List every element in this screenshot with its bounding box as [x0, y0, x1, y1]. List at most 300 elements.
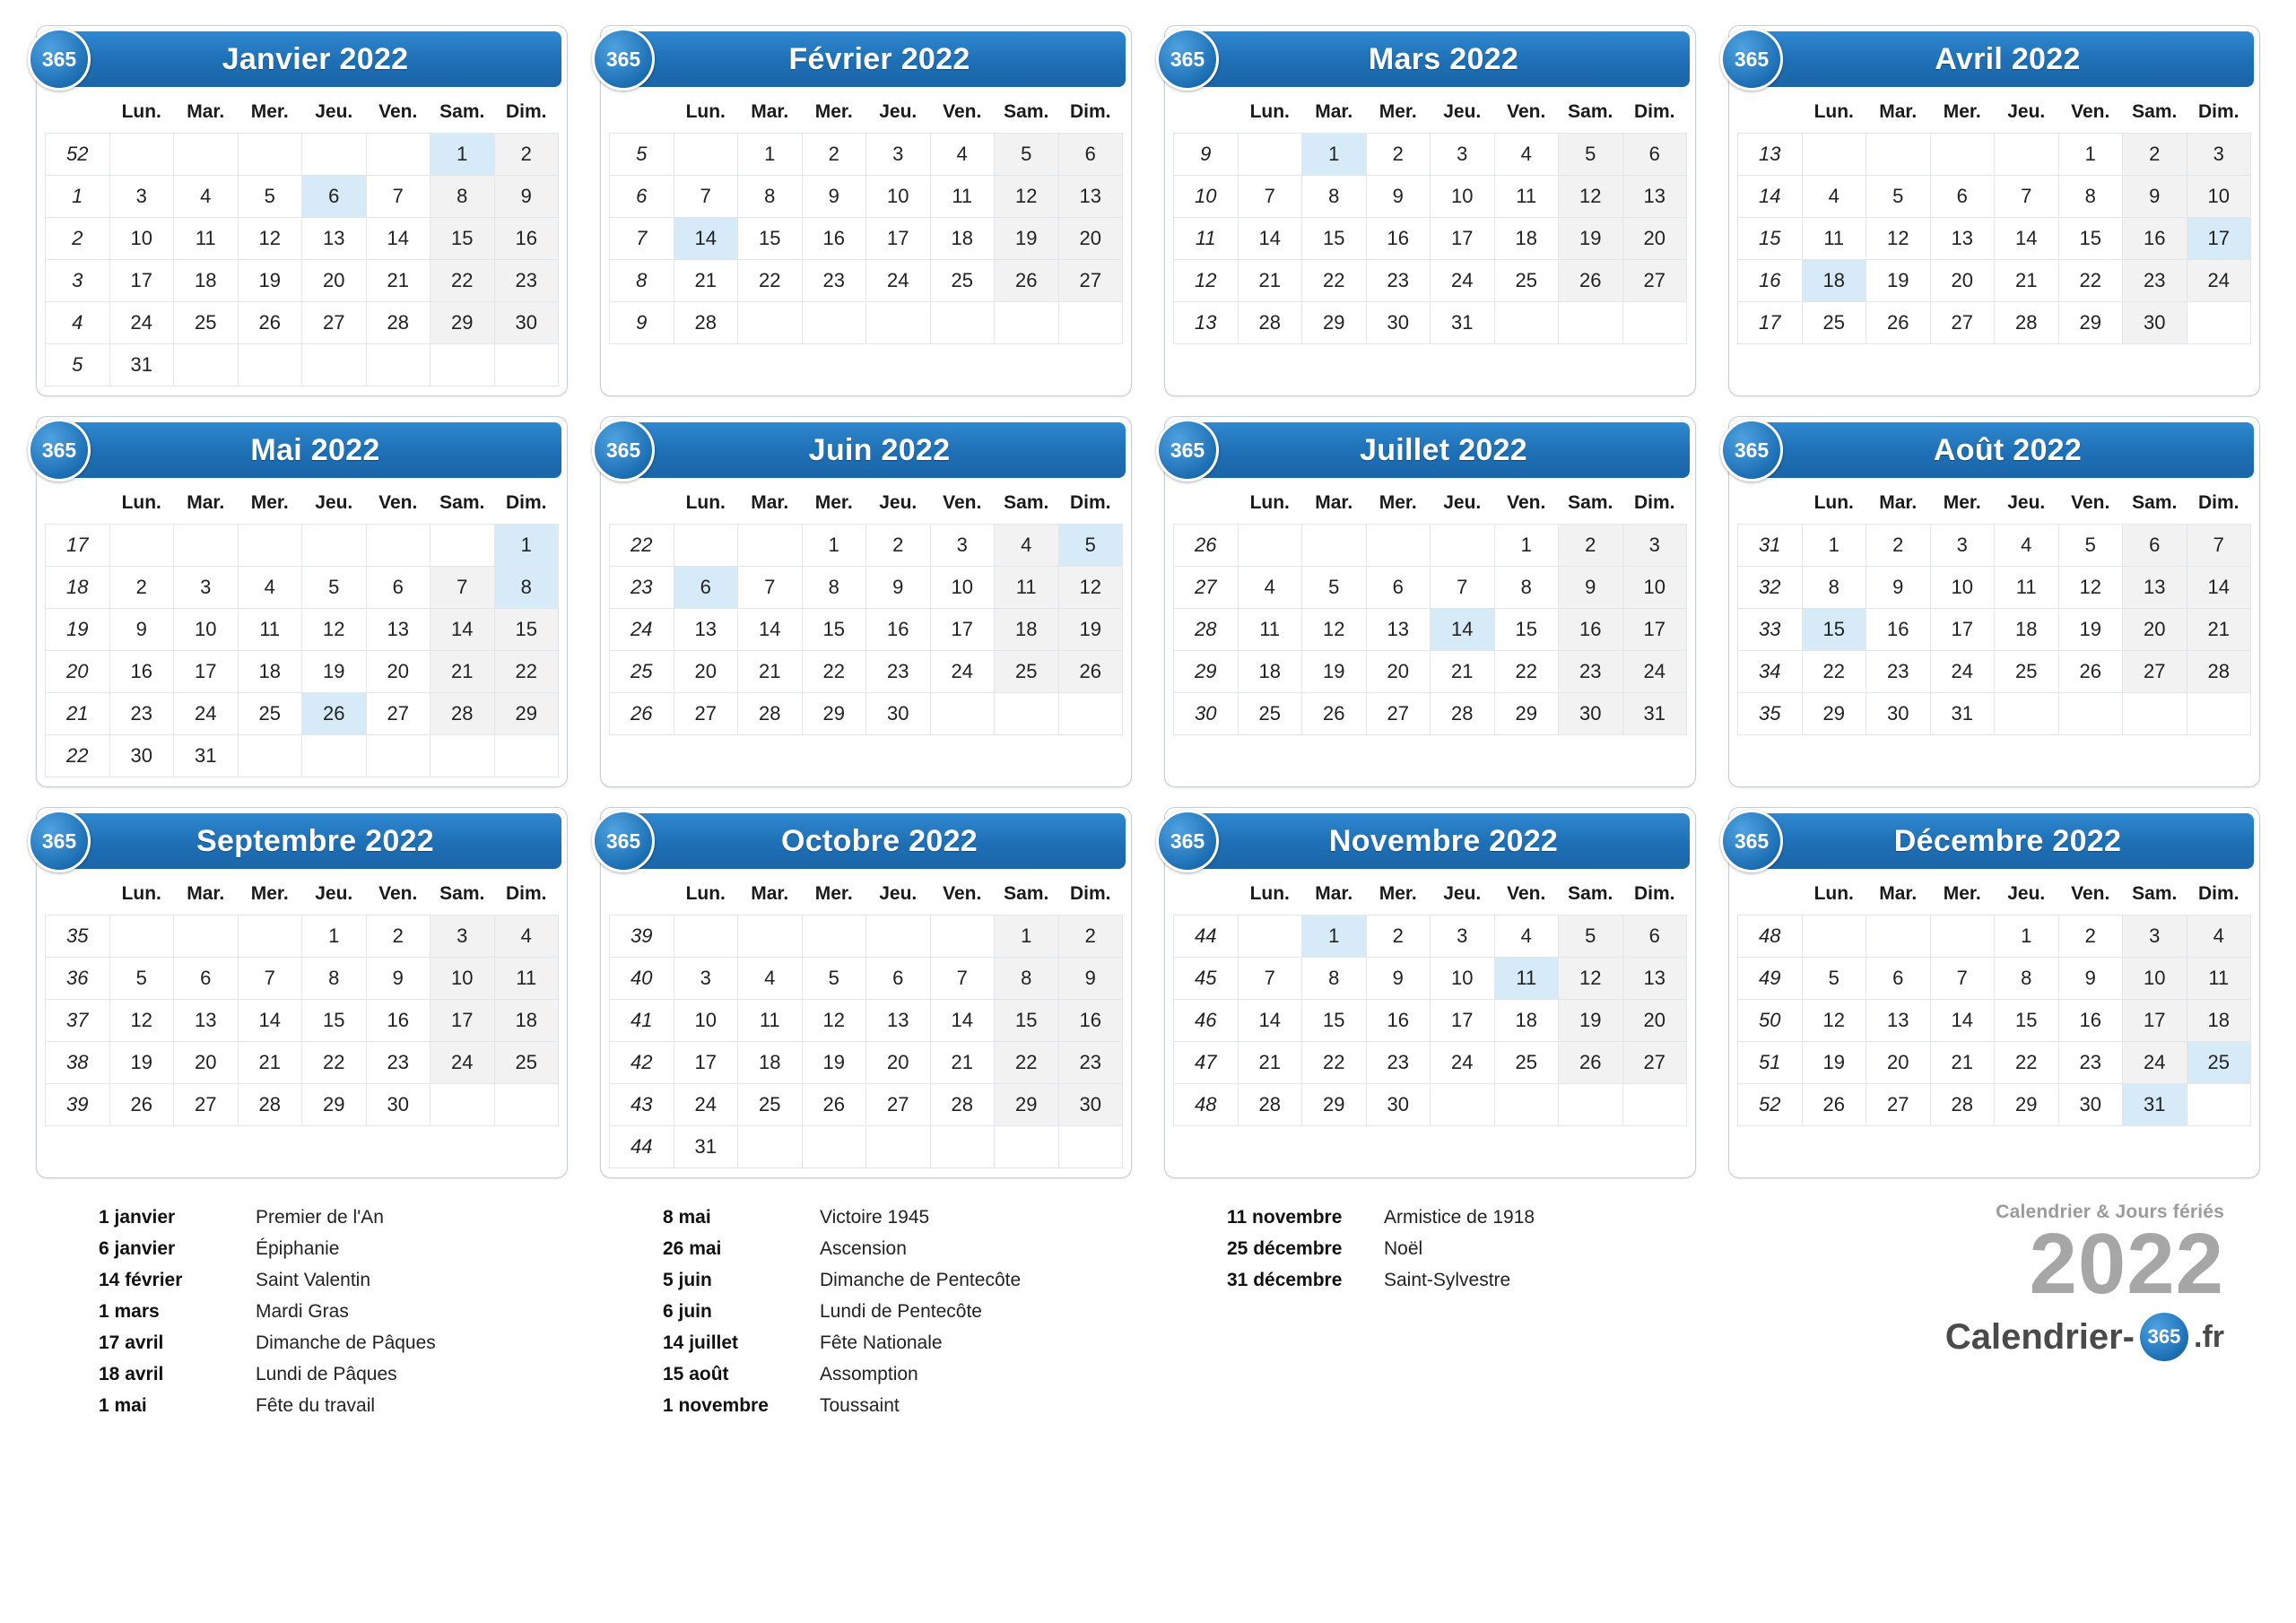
day-cell[interactable]: 29: [1995, 1084, 2059, 1126]
day-cell[interactable]: 24: [2187, 260, 2251, 302]
day-cell[interactable]: 18: [238, 651, 302, 693]
day-cell[interactable]: 7: [2187, 525, 2251, 567]
day-cell[interactable]: 13: [674, 609, 738, 651]
day-cell[interactable]: 26: [995, 260, 1059, 302]
day-cell[interactable]: 22: [1302, 1042, 1367, 1084]
day-cell[interactable]: 19: [1302, 651, 1367, 693]
day-cell[interactable]: 15: [1302, 218, 1367, 260]
day-cell[interactable]: 23: [1058, 1042, 1123, 1084]
day-cell[interactable]: 28: [1995, 302, 2059, 344]
day-cell[interactable]: 8: [494, 567, 559, 609]
day-cell[interactable]: 11: [738, 1000, 803, 1042]
day-cell[interactable]: 6: [174, 958, 239, 1000]
day-cell[interactable]: 19: [302, 651, 367, 693]
day-cell[interactable]: 10: [674, 1000, 738, 1042]
day-cell[interactable]: 23: [1559, 651, 1623, 693]
day-cell[interactable]: 19: [1866, 260, 1931, 302]
day-cell[interactable]: 9: [1866, 567, 1931, 609]
day-cell[interactable]: 27: [302, 302, 367, 344]
day-cell[interactable]: 5: [802, 958, 866, 1000]
day-cell[interactable]: 2: [802, 134, 866, 176]
day-cell[interactable]: 10: [2187, 176, 2251, 218]
day-cell[interactable]: 9: [1559, 567, 1623, 609]
day-cell[interactable]: 2: [1559, 525, 1623, 567]
day-cell[interactable]: 12: [1802, 1000, 1866, 1042]
day-cell[interactable]: 24: [866, 260, 931, 302]
day-cell[interactable]: 7: [1431, 567, 1495, 609]
day-cell[interactable]: 2: [1058, 916, 1123, 958]
day-cell[interactable]: 13: [866, 1000, 931, 1042]
day-cell[interactable]: 23: [366, 1042, 430, 1084]
day-cell[interactable]: 23: [1866, 651, 1931, 693]
day-cell[interactable]: 21: [430, 651, 495, 693]
day-cell[interactable]: 26: [109, 1084, 174, 1126]
day-cell[interactable]: 14: [1238, 1000, 1302, 1042]
day-cell[interactable]: 25: [995, 651, 1059, 693]
day-cell[interactable]: 24: [930, 651, 995, 693]
day-cell[interactable]: 1: [1995, 916, 2059, 958]
day-cell[interactable]: 16: [494, 218, 559, 260]
day-cell[interactable]: 14: [238, 1000, 302, 1042]
day-cell[interactable]: 13: [174, 1000, 239, 1042]
day-cell[interactable]: 9: [2123, 176, 2187, 218]
day-cell[interactable]: 10: [174, 609, 239, 651]
day-cell[interactable]: 5: [1866, 176, 1931, 218]
day-cell[interactable]: 28: [674, 302, 738, 344]
day-cell[interactable]: 1: [302, 916, 367, 958]
day-cell[interactable]: 14: [1930, 1000, 1995, 1042]
day-cell[interactable]: 4: [1995, 525, 2059, 567]
day-cell[interactable]: 5: [995, 134, 1059, 176]
day-cell[interactable]: 21: [366, 260, 430, 302]
day-cell[interactable]: 12: [1559, 176, 1623, 218]
day-cell[interactable]: 7: [238, 958, 302, 1000]
day-cell[interactable]: 29: [1494, 693, 1559, 735]
day-cell[interactable]: 10: [2123, 958, 2187, 1000]
day-cell[interactable]: 23: [1366, 260, 1431, 302]
day-cell[interactable]: 12: [995, 176, 1059, 218]
day-cell[interactable]: 25: [930, 260, 995, 302]
day-cell[interactable]: 14: [1431, 609, 1495, 651]
day-cell[interactable]: 6: [1366, 567, 1431, 609]
day-cell[interactable]: 28: [1238, 1084, 1302, 1126]
day-cell[interactable]: 19: [995, 218, 1059, 260]
day-cell[interactable]: 8: [738, 176, 803, 218]
day-cell[interactable]: 2: [866, 525, 931, 567]
day-cell[interactable]: 16: [1366, 1000, 1431, 1042]
day-cell[interactable]: 29: [1802, 693, 1866, 735]
day-cell[interactable]: 17: [2187, 218, 2251, 260]
day-cell[interactable]: 20: [1366, 651, 1431, 693]
day-cell[interactable]: 14: [674, 218, 738, 260]
day-cell[interactable]: 29: [2058, 302, 2123, 344]
day-cell[interactable]: 22: [302, 1042, 367, 1084]
day-cell[interactable]: 22: [1302, 260, 1367, 302]
day-cell[interactable]: 18: [494, 1000, 559, 1042]
day-cell[interactable]: 27: [1058, 260, 1123, 302]
day-cell[interactable]: 3: [1622, 525, 1687, 567]
day-cell[interactable]: 31: [674, 1126, 738, 1168]
day-cell[interactable]: 7: [1238, 958, 1302, 1000]
day-cell[interactable]: 15: [430, 218, 495, 260]
day-cell[interactable]: 20: [174, 1042, 239, 1084]
day-cell[interactable]: 4: [174, 176, 239, 218]
day-cell[interactable]: 25: [2187, 1042, 2251, 1084]
day-cell[interactable]: 9: [1366, 958, 1431, 1000]
day-cell[interactable]: 30: [2058, 1084, 2123, 1126]
day-cell[interactable]: 13: [366, 609, 430, 651]
day-cell[interactable]: 3: [674, 958, 738, 1000]
day-cell[interactable]: 15: [995, 1000, 1059, 1042]
day-cell[interactable]: 28: [738, 693, 803, 735]
day-cell[interactable]: 6: [674, 567, 738, 609]
day-cell[interactable]: 4: [1238, 567, 1302, 609]
day-cell[interactable]: 24: [1431, 260, 1495, 302]
day-cell[interactable]: 25: [1494, 260, 1559, 302]
day-cell[interactable]: 2: [109, 567, 174, 609]
day-cell[interactable]: 4: [930, 134, 995, 176]
day-cell[interactable]: 23: [109, 693, 174, 735]
day-cell[interactable]: 26: [1058, 651, 1123, 693]
day-cell[interactable]: 2: [1866, 525, 1931, 567]
day-cell[interactable]: 19: [109, 1042, 174, 1084]
day-cell[interactable]: 24: [674, 1084, 738, 1126]
day-cell[interactable]: 22: [2058, 260, 2123, 302]
site-logo[interactable]: [1728, 1313, 2224, 1361]
day-cell[interactable]: 3: [2123, 916, 2187, 958]
day-cell[interactable]: 16: [866, 609, 931, 651]
day-cell[interactable]: 21: [238, 1042, 302, 1084]
day-cell[interactable]: 27: [1930, 302, 1995, 344]
day-cell[interactable]: 6: [1866, 958, 1931, 1000]
day-cell[interactable]: 11: [494, 958, 559, 1000]
day-cell[interactable]: 14: [366, 218, 430, 260]
day-cell[interactable]: 30: [866, 693, 931, 735]
day-cell[interactable]: 27: [1622, 260, 1687, 302]
day-cell[interactable]: 6: [2123, 525, 2187, 567]
day-cell[interactable]: 21: [1995, 260, 2059, 302]
day-cell[interactable]: 17: [430, 1000, 495, 1042]
day-cell[interactable]: 29: [995, 1084, 1059, 1126]
day-cell[interactable]: 22: [1995, 1042, 2059, 1084]
day-cell[interactable]: 25: [738, 1084, 803, 1126]
day-cell[interactable]: 22: [494, 651, 559, 693]
day-cell[interactable]: 28: [366, 302, 430, 344]
day-cell[interactable]: 11: [1494, 176, 1559, 218]
day-cell[interactable]: 18: [1238, 651, 1302, 693]
day-cell[interactable]: 27: [366, 693, 430, 735]
day-cell[interactable]: 3: [430, 916, 495, 958]
day-cell[interactable]: 19: [2058, 609, 2123, 651]
day-cell[interactable]: 17: [1431, 218, 1495, 260]
day-cell[interactable]: 25: [238, 693, 302, 735]
day-cell[interactable]: 6: [1622, 916, 1687, 958]
day-cell[interactable]: 7: [738, 567, 803, 609]
day-cell[interactable]: 5: [238, 176, 302, 218]
day-cell[interactable]: 20: [1058, 218, 1123, 260]
day-cell[interactable]: 22: [1802, 651, 1866, 693]
day-cell[interactable]: 27: [674, 693, 738, 735]
day-cell[interactable]: 2: [1366, 134, 1431, 176]
day-cell[interactable]: 23: [1366, 1042, 1431, 1084]
day-cell[interactable]: 24: [1930, 651, 1995, 693]
day-cell[interactable]: 27: [174, 1084, 239, 1126]
day-cell[interactable]: 15: [302, 1000, 367, 1042]
day-cell[interactable]: 19: [802, 1042, 866, 1084]
day-cell[interactable]: 18: [738, 1042, 803, 1084]
day-cell[interactable]: 16: [2058, 1000, 2123, 1042]
day-cell[interactable]: 13: [2123, 567, 2187, 609]
day-cell[interactable]: 30: [1366, 1084, 1431, 1126]
day-cell[interactable]: 18: [930, 218, 995, 260]
day-cell[interactable]: 29: [1302, 302, 1367, 344]
day-cell[interactable]: 20: [302, 260, 367, 302]
day-cell[interactable]: 13: [1930, 218, 1995, 260]
day-cell[interactable]: 28: [238, 1084, 302, 1126]
day-cell[interactable]: 13: [1058, 176, 1123, 218]
day-cell[interactable]: 20: [866, 1042, 931, 1084]
day-cell[interactable]: 10: [1930, 567, 1995, 609]
day-cell[interactable]: 23: [802, 260, 866, 302]
day-cell[interactable]: 19: [1559, 218, 1623, 260]
day-cell[interactable]: 9: [802, 176, 866, 218]
day-cell[interactable]: 30: [1866, 693, 1931, 735]
day-cell[interactable]: 26: [1866, 302, 1931, 344]
day-cell[interactable]: 17: [109, 260, 174, 302]
day-cell[interactable]: 1: [1494, 525, 1559, 567]
day-cell[interactable]: 16: [1559, 609, 1623, 651]
day-cell[interactable]: 1: [2058, 134, 2123, 176]
day-cell[interactable]: 7: [1930, 958, 1995, 1000]
day-cell[interactable]: 11: [1802, 218, 1866, 260]
day-cell[interactable]: 12: [802, 1000, 866, 1042]
day-cell[interactable]: 18: [1802, 260, 1866, 302]
day-cell[interactable]: 24: [2123, 1042, 2187, 1084]
day-cell[interactable]: 4: [995, 525, 1059, 567]
day-cell[interactable]: 21: [738, 651, 803, 693]
day-cell[interactable]: 23: [494, 260, 559, 302]
day-cell[interactable]: 15: [1494, 609, 1559, 651]
day-cell[interactable]: 2: [366, 916, 430, 958]
day-cell[interactable]: 18: [995, 609, 1059, 651]
day-cell[interactable]: 24: [1622, 651, 1687, 693]
day-cell[interactable]: 13: [302, 218, 367, 260]
day-cell[interactable]: 18: [1494, 1000, 1559, 1042]
day-cell[interactable]: 20: [1622, 218, 1687, 260]
day-cell[interactable]: 17: [1930, 609, 1995, 651]
day-cell[interactable]: 10: [430, 958, 495, 1000]
day-cell[interactable]: 8: [1995, 958, 2059, 1000]
day-cell[interactable]: 11: [174, 218, 239, 260]
day-cell[interactable]: 12: [1866, 218, 1931, 260]
day-cell[interactable]: 17: [866, 218, 931, 260]
day-cell[interactable]: 8: [1302, 176, 1367, 218]
day-cell[interactable]: 9: [109, 609, 174, 651]
day-cell[interactable]: 2: [2058, 916, 2123, 958]
day-cell[interactable]: 15: [738, 218, 803, 260]
day-cell[interactable]: 21: [1431, 651, 1495, 693]
day-cell[interactable]: 16: [1366, 218, 1431, 260]
day-cell[interactable]: 12: [109, 1000, 174, 1042]
day-cell[interactable]: 18: [1995, 609, 2059, 651]
day-cell[interactable]: 26: [1302, 693, 1367, 735]
day-cell[interactable]: 7: [930, 958, 995, 1000]
day-cell[interactable]: 23: [2123, 260, 2187, 302]
day-cell[interactable]: 25: [494, 1042, 559, 1084]
day-cell[interactable]: 3: [1431, 134, 1495, 176]
day-cell[interactable]: 8: [2058, 176, 2123, 218]
day-cell[interactable]: 13: [1866, 1000, 1931, 1042]
day-cell[interactable]: 8: [430, 176, 495, 218]
day-cell[interactable]: 15: [494, 609, 559, 651]
day-cell[interactable]: 9: [1366, 176, 1431, 218]
day-cell[interactable]: 24: [109, 302, 174, 344]
day-cell[interactable]: 26: [1559, 260, 1623, 302]
day-cell[interactable]: 25: [1995, 651, 2059, 693]
day-cell[interactable]: 23: [866, 651, 931, 693]
day-cell[interactable]: 25: [1802, 302, 1866, 344]
day-cell[interactable]: 30: [2123, 302, 2187, 344]
day-cell[interactable]: 15: [1302, 1000, 1367, 1042]
day-cell[interactable]: 21: [1238, 260, 1302, 302]
day-cell[interactable]: 29: [494, 693, 559, 735]
day-cell[interactable]: 10: [866, 176, 931, 218]
day-cell[interactable]: 14: [1238, 218, 1302, 260]
day-cell[interactable]: 12: [238, 218, 302, 260]
day-cell[interactable]: 30: [494, 302, 559, 344]
day-cell[interactable]: 14: [738, 609, 803, 651]
day-cell[interactable]: 7: [674, 176, 738, 218]
day-cell[interactable]: 23: [2058, 1042, 2123, 1084]
day-cell[interactable]: 7: [366, 176, 430, 218]
day-cell[interactable]: 5: [1802, 958, 1866, 1000]
day-cell[interactable]: 8: [302, 958, 367, 1000]
day-cell[interactable]: 19: [1802, 1042, 1866, 1084]
day-cell[interactable]: 26: [238, 302, 302, 344]
day-cell[interactable]: 4: [494, 916, 559, 958]
day-cell[interactable]: 8: [1494, 567, 1559, 609]
day-cell[interactable]: 1: [430, 134, 495, 176]
day-cell[interactable]: 16: [109, 651, 174, 693]
day-cell[interactable]: 7: [1238, 176, 1302, 218]
day-cell[interactable]: 1: [494, 525, 559, 567]
day-cell[interactable]: 24: [1431, 1042, 1495, 1084]
day-cell[interactable]: 16: [2123, 218, 2187, 260]
day-cell[interactable]: 9: [2058, 958, 2123, 1000]
day-cell[interactable]: 31: [109, 344, 174, 386]
day-cell[interactable]: 20: [1622, 1000, 1687, 1042]
day-cell[interactable]: 11: [930, 176, 995, 218]
day-cell[interactable]: 28: [430, 693, 495, 735]
day-cell[interactable]: 15: [1995, 1000, 2059, 1042]
day-cell[interactable]: 26: [802, 1084, 866, 1126]
day-cell[interactable]: 21: [930, 1042, 995, 1084]
day-cell[interactable]: 8: [802, 567, 866, 609]
day-cell[interactable]: 2: [2123, 134, 2187, 176]
day-cell[interactable]: 21: [1238, 1042, 1302, 1084]
day-cell[interactable]: 6: [1058, 134, 1123, 176]
day-cell[interactable]: 6: [866, 958, 931, 1000]
day-cell[interactable]: 17: [674, 1042, 738, 1084]
day-cell[interactable]: 30: [1058, 1084, 1123, 1126]
day-cell[interactable]: 3: [1431, 916, 1495, 958]
day-cell[interactable]: 20: [674, 651, 738, 693]
day-cell[interactable]: 18: [174, 260, 239, 302]
day-cell[interactable]: 6: [302, 176, 367, 218]
day-cell[interactable]: 4: [2187, 916, 2251, 958]
day-cell[interactable]: 27: [1622, 1042, 1687, 1084]
day-cell[interactable]: 17: [1622, 609, 1687, 651]
day-cell[interactable]: 28: [930, 1084, 995, 1126]
day-cell[interactable]: 5: [2058, 525, 2123, 567]
day-cell[interactable]: 28: [1238, 302, 1302, 344]
day-cell[interactable]: 4: [1802, 176, 1866, 218]
day-cell[interactable]: 31: [1930, 693, 1995, 735]
day-cell[interactable]: 21: [674, 260, 738, 302]
day-cell[interactable]: 5: [302, 567, 367, 609]
day-cell[interactable]: 27: [866, 1084, 931, 1126]
day-cell[interactable]: 3: [174, 567, 239, 609]
day-cell[interactable]: 15: [1802, 609, 1866, 651]
day-cell[interactable]: 29: [802, 693, 866, 735]
day-cell[interactable]: 22: [995, 1042, 1059, 1084]
day-cell[interactable]: 5: [109, 958, 174, 1000]
day-cell[interactable]: 4: [1494, 916, 1559, 958]
day-cell[interactable]: 26: [302, 693, 367, 735]
day-cell[interactable]: 27: [1866, 1084, 1931, 1126]
day-cell[interactable]: 21: [1930, 1042, 1995, 1084]
day-cell[interactable]: 14: [430, 609, 495, 651]
day-cell[interactable]: 29: [430, 302, 495, 344]
day-cell[interactable]: 7: [1995, 176, 2059, 218]
day-cell[interactable]: 5: [1302, 567, 1367, 609]
day-cell[interactable]: 19: [1559, 1000, 1623, 1042]
day-cell[interactable]: 22: [802, 651, 866, 693]
day-cell[interactable]: 11: [1238, 609, 1302, 651]
day-cell[interactable]: 6: [366, 567, 430, 609]
day-cell[interactable]: 25: [1494, 1042, 1559, 1084]
day-cell[interactable]: 27: [2123, 651, 2187, 693]
day-cell[interactable]: 8: [995, 958, 1059, 1000]
day-cell[interactable]: 8: [1802, 567, 1866, 609]
day-cell[interactable]: 6: [1930, 176, 1995, 218]
day-cell[interactable]: 11: [995, 567, 1059, 609]
day-cell[interactable]: 17: [1431, 1000, 1495, 1042]
day-cell[interactable]: 1: [1302, 134, 1367, 176]
day-cell[interactable]: 20: [1930, 260, 1995, 302]
day-cell[interactable]: 9: [366, 958, 430, 1000]
day-cell[interactable]: 20: [1866, 1042, 1931, 1084]
day-cell[interactable]: 12: [1302, 609, 1367, 651]
day-cell[interactable]: 3: [866, 134, 931, 176]
day-cell[interactable]: 19: [1058, 609, 1123, 651]
day-cell[interactable]: 9: [866, 567, 931, 609]
day-cell[interactable]: 31: [1431, 302, 1495, 344]
day-cell[interactable]: 14: [1995, 218, 2059, 260]
day-cell[interactable]: 11: [1494, 958, 1559, 1000]
day-cell[interactable]: 18: [2187, 1000, 2251, 1042]
day-cell[interactable]: 10: [1431, 958, 1495, 1000]
day-cell[interactable]: 20: [2123, 609, 2187, 651]
day-cell[interactable]: 1: [1802, 525, 1866, 567]
day-cell[interactable]: 3: [2187, 134, 2251, 176]
day-cell[interactable]: 27: [1366, 693, 1431, 735]
day-cell[interactable]: 12: [1559, 958, 1623, 1000]
day-cell[interactable]: 21: [2187, 609, 2251, 651]
day-cell[interactable]: 5: [1559, 134, 1623, 176]
day-cell[interactable]: 17: [174, 651, 239, 693]
day-cell[interactable]: 12: [1058, 567, 1123, 609]
